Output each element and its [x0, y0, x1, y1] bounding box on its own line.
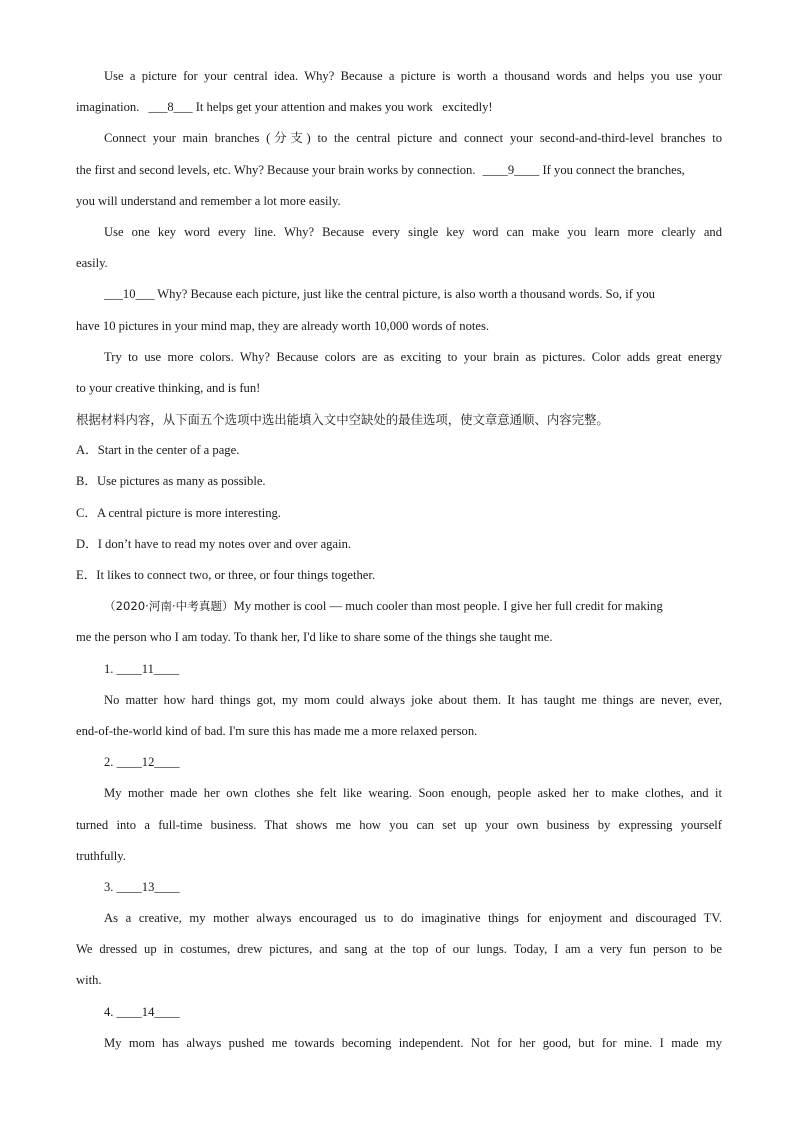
para4-line2: have 10 pictures in your mind map, they are already worth 10,000 words of notes.	[76, 318, 490, 333]
p2-line1: My mother made her own clothes she felt like wearing. Soon enough, people asked her to make clothes, and it	[104, 786, 722, 801]
para4-line1-text: Why? Because each picture, just like the central picture, is also worth a thousand words. So, if you	[157, 287, 655, 302]
blank-9: ____9____	[482, 162, 540, 177]
option-letter: D．	[76, 536, 98, 551]
p2-line3: truthfully.	[76, 848, 126, 863]
option-letter: A．	[76, 443, 98, 458]
para5-line1: Try to use more colors. Why? Because colors are as exciting to your brain as pictures. Color adds great energy	[104, 349, 722, 364]
passage2-intro-line2: me the person who I am today. To thank her, I'd like to share some of the things she taught me.	[76, 630, 553, 645]
option-letter: E．	[76, 568, 97, 582]
blank-14: ____14____	[116, 1004, 180, 1019]
para4-line1	[76, 279, 722, 310]
option-d	[76, 529, 722, 560]
item-3	[76, 872, 722, 903]
p3-line3: with.	[76, 973, 102, 988]
blank-12: ____12____	[116, 755, 180, 770]
para5-line2: to your creative thinking, and is fun!	[76, 380, 261, 395]
para2-line1: Connect your main branches (分支) to the central picture and connect your second-and-third-level branches to	[104, 131, 722, 146]
document-page	[76, 61, 722, 1059]
p2-line2: turned into a full-time business. That shows me how you can set up your own business by expressing yourself	[76, 817, 722, 832]
blank-10: ___10___	[104, 287, 155, 302]
passage2-intro-text: My mother is cool — much cooler than most people. I give her full credit for making	[233, 599, 663, 614]
option-text: It likes to connect two, or three, or four things together.	[96, 568, 376, 582]
option-letter: B．	[76, 474, 97, 489]
blank-13: ____13____	[116, 879, 180, 894]
option-text: I don’t have to read my notes over and over again.	[97, 536, 352, 551]
blank-11: ____11____	[116, 661, 180, 676]
item-2	[76, 747, 722, 778]
option-b	[76, 466, 722, 497]
item-label: 3.	[104, 879, 114, 894]
option-text: A central picture is more interesting.	[97, 505, 281, 520]
option-e	[76, 560, 722, 591]
para1-line2-text-b: It helps get your attention and makes you work excitedly!	[195, 100, 493, 115]
item-label: 2.	[104, 755, 114, 770]
option-a	[76, 435, 722, 466]
item-1	[76, 654, 722, 685]
p1-line1: No matter how hard things got, my mom could always joke about them. It has taught me things are never, ever,	[104, 692, 722, 707]
para1-line2	[76, 92, 722, 123]
p3-line1: As a creative, my mother always encouraged us to do imaginative things for enjoyment and discouraged TV.	[104, 911, 722, 926]
para2-line2	[76, 155, 722, 186]
para1-line1: Use a picture for your central idea. Why? Because a picture is worth a thousand words and helps you use your	[104, 69, 722, 83]
para2-line2-text-a: the first and second levels, etc. Why? Because your brain works by connection.	[76, 162, 476, 177]
option-text: Use pictures as many as possible.	[97, 474, 266, 489]
source-label: （2020·河南·中考真题）	[104, 599, 234, 614]
instruction-text: 根据材料内容，从下面五个选项中选出能填入文中空缺处的最佳选项，使文章意通顺、内容完整。	[76, 412, 609, 428]
p3-line2: We dressed up in costumes, drew pictures, and sang at the top of our lungs. Today, I am a very fun person to be	[76, 942, 722, 957]
para1-line2-text-a: imagination.	[76, 100, 140, 115]
item-4	[76, 997, 722, 1028]
para3-line2: easily.	[76, 256, 108, 271]
option-c	[76, 498, 722, 529]
para2-line2-text-b: If you connect the branches,	[542, 162, 685, 177]
para3-line1: Use one key word every line. Why? Because every single key word can make you learn more clearly and	[104, 224, 722, 239]
blank-8: ___8___	[148, 100, 193, 115]
passage2-intro-line1	[76, 591, 722, 622]
p1-line2: end-of-the-world kind of bad. I'm sure this has made me a more relaxed person.	[76, 723, 478, 738]
option-letter: C．	[76, 505, 97, 520]
item-label: 4.	[104, 1004, 114, 1019]
p4-line1: My mom has always pushed me towards becoming independent. Not for her good, but for mine. I made my	[104, 1035, 722, 1050]
item-label: 1.	[104, 661, 114, 676]
para2-line3: you will understand and remember a lot more easily.	[76, 193, 341, 208]
option-text: Start in the center of a page.	[97, 443, 240, 458]
